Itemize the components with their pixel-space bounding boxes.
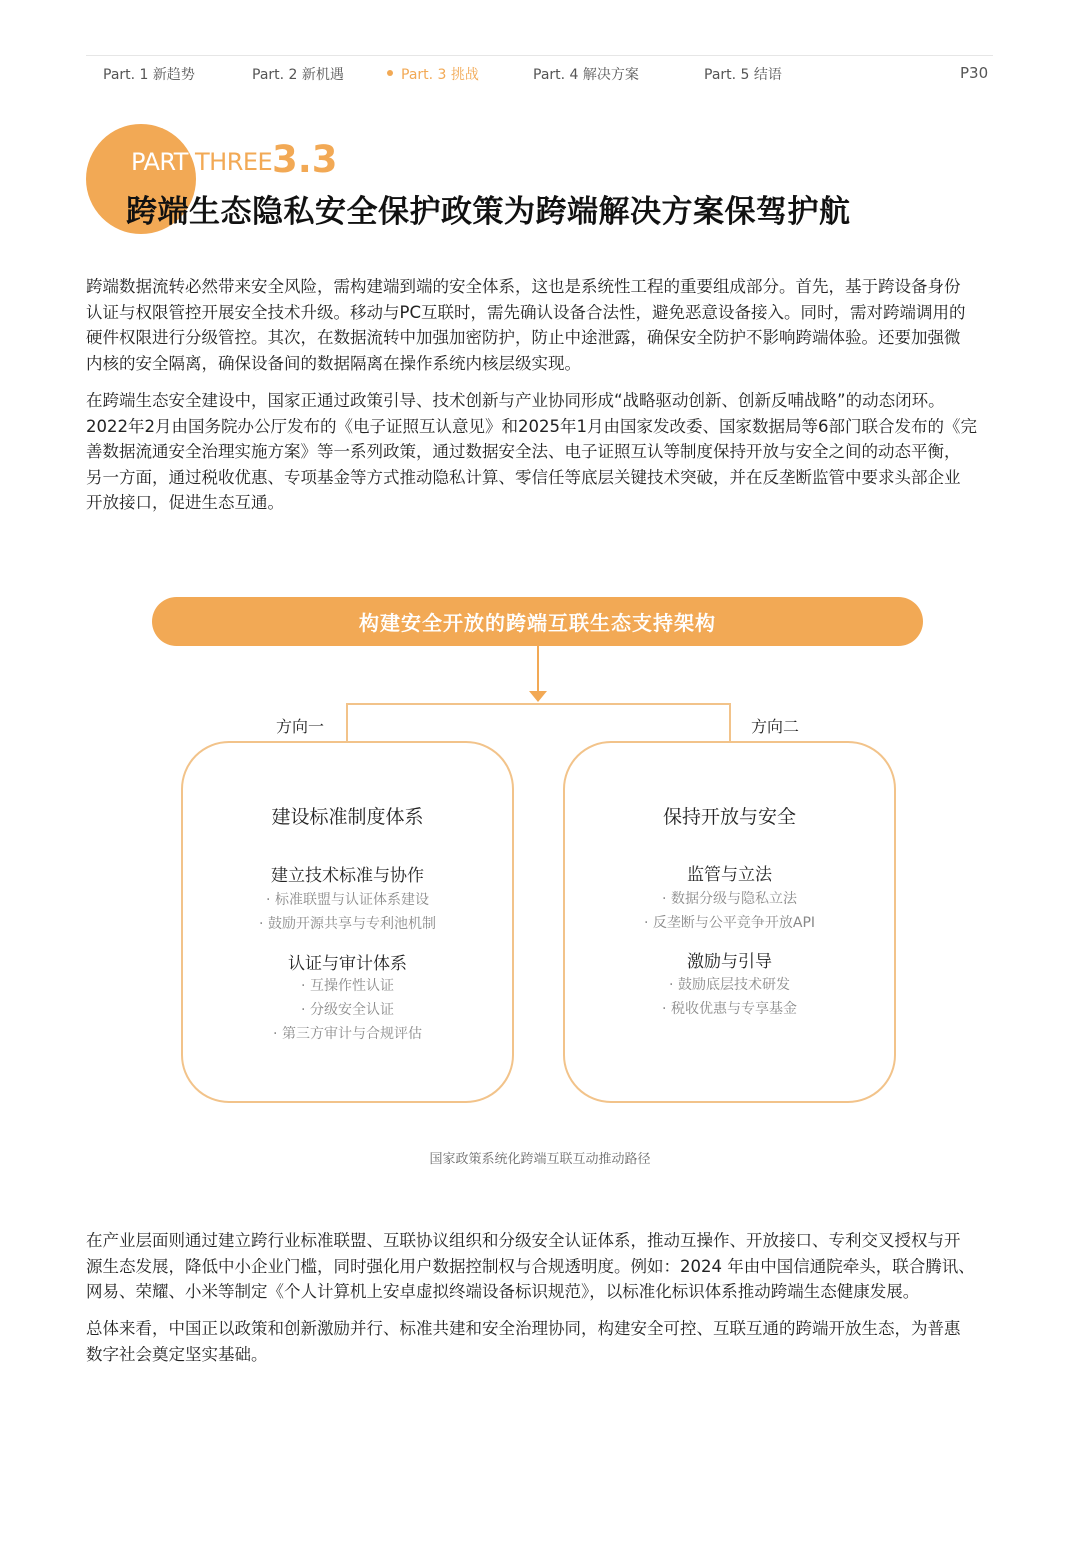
left-group-2-bullet-1: · 互操作性认证 bbox=[301, 978, 394, 994]
diagram-banner: 构建安全开放的跨端互联生态支持架构 bbox=[152, 597, 923, 646]
intro-paragraph-2: 在跨端生态安全建设中，国家正通过政策引导、技术创新与产业协同形成“战略驱动创新、创新反哺战略”的动态闭环。 2022年2月由国务院办公厅发布的《电子证照互认意见》和2025年1月由国家发改委、国家数据局等6部门联合发布的《完 善数据流通安全治理实施方案》等一系列政策，通过数据安全法、电子证照互认等制度保持开放与安全之间的动态平衡， 另一方面，通过税收优惠、专项基金等方式推动隐私计算、零信任等底层关键技术突破，并在反垄断监管中要求头部企业 开放接口，促进生态互通。 bbox=[86, 391, 977, 513]
left-group-2-bullet-3: · 第三方审计与合规评估 bbox=[273, 1026, 422, 1042]
three-label: THREE bbox=[195, 148, 273, 176]
arrow-down-icon bbox=[529, 691, 547, 702]
right-group-1-bullet-1: · 数据分级与隐私立法 bbox=[662, 891, 797, 907]
nav-part-3-label: Part. 3 挑战 bbox=[401, 67, 479, 83]
page-number: P30 bbox=[960, 64, 989, 82]
intro-paragraph-1: 跨端数据流转必然带来安全风险，需构建端到端的安全体系，这也是系统性工程的重要组成部分。首先，基于跨设备身份 认证与权限管控开展安全技术升级。移动与PC互联时，需先确认设备合法性，避免恶意设备接入。同时，需对跨端调用的 硬件权限进行分级管控。其次，在数据流转中加强加密防护，防止中途泄露，确保安全防护不影响跨端体验。还要加强微 内核的安全隔离，确保设备间的数据隔离在操作系统内核层级实现。 bbox=[86, 277, 966, 373]
page-title: 跨端生态隐私安全保护政策为跨端解决方案保驾护航 bbox=[126, 194, 851, 230]
direction-one-label: 方向一 bbox=[276, 717, 325, 736]
part-label: PART bbox=[131, 148, 188, 176]
right-group-1-title: 监管与立法 bbox=[687, 865, 772, 885]
section-number: 3.3 bbox=[272, 138, 338, 181]
left-group-2-bullet-2: · 分级安全认证 bbox=[301, 1002, 394, 1018]
left-group-1-title: 建立技术标准与协作 bbox=[271, 866, 424, 886]
diagram-caption: 国家政策系统化跨端互联互动推动路径 bbox=[429, 1152, 651, 1167]
right-group-2-bullet-1: · 鼓励底层技术研发 bbox=[669, 977, 790, 993]
right-group-2-title: 激励与引导 bbox=[687, 952, 772, 972]
nav-part-5[interactable]: Part. 5 结语 bbox=[704, 67, 782, 83]
nav-part-1[interactable]: Part. 1 新趋势 bbox=[103, 67, 195, 83]
left-heading: 建设标准制度体系 bbox=[271, 806, 424, 828]
left-group-1-bullet-2: · 鼓励开源共享与专利池机制 bbox=[259, 916, 436, 932]
right-heading: 保持开放与安全 bbox=[662, 806, 796, 828]
left-group-2-title: 认证与审计体系 bbox=[288, 954, 407, 974]
right-group-1-bullet-2: · 反垄断与公平竞争开放API bbox=[643, 915, 816, 931]
right-group-2-bullet-2: · 税收优惠与专享基金 bbox=[662, 1001, 797, 1017]
direction-two-label: 方向二 bbox=[751, 717, 800, 736]
nav-part-2[interactable]: Part. 2 新机遇 bbox=[252, 67, 344, 83]
nav-part-4[interactable]: Part. 4 解决方案 bbox=[533, 67, 639, 83]
closing-paragraph-2: 总体来看，中国正以政策和创新激励并行、标准共建和安全治理协同，构建安全可控、互联互通的跨端开放生态，为普惠 数字社会奠定坚实基础。 bbox=[86, 1319, 961, 1364]
left-group-1-bullet-1: · 标准联盟与认证体系建设 bbox=[266, 892, 429, 908]
closing-paragraph-1: 在产业层面则通过建立跨行业标准联盟、互联协议组织和分级安全认证体系，推动互操作、开放接口、专利交叉授权与开 源生态发展，降低中小企业门槛，同时强化用户数据控制权与合规透明度。例如：2024 年由中国信通院牵头，联合腾讯、 网易、荣耀、小米等制定《个人计算机上安卓虚拟终端设备标识规范》，以标准化标识体系推动跨端生态健康发展。 bbox=[86, 1231, 975, 1302]
